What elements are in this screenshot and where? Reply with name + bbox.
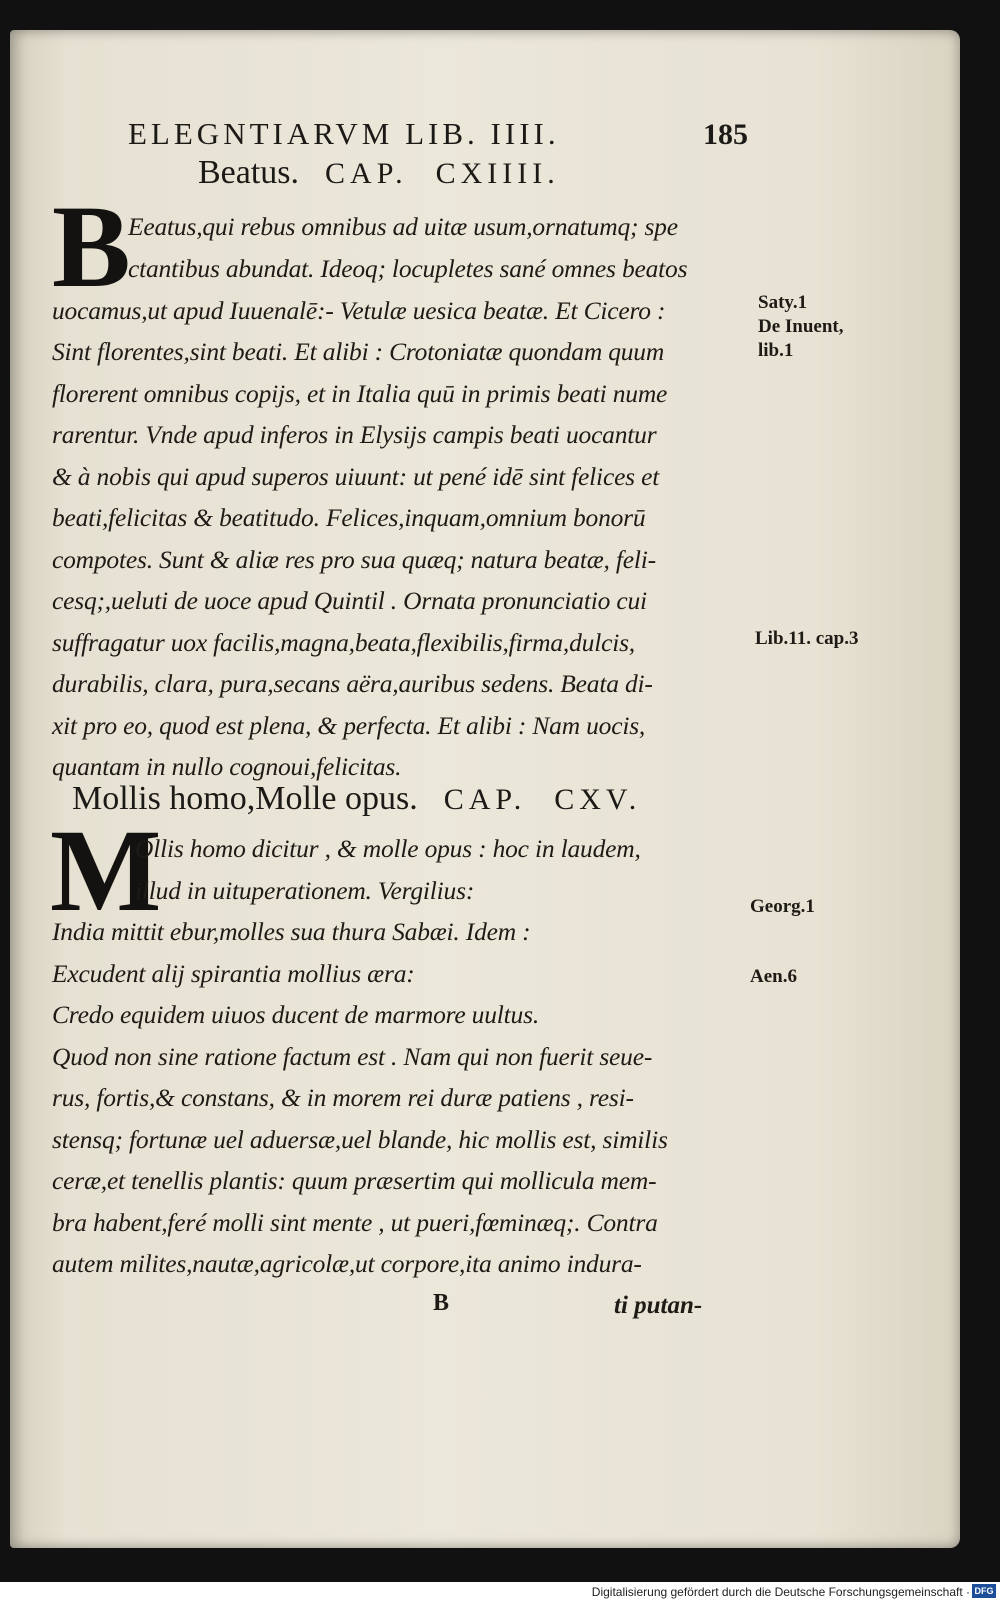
- margin-note: Lib.11. cap.3: [755, 628, 859, 649]
- text-line: ceræ,et tenellis plantis: quum præsertim qui mollicula mem-: [52, 1166, 657, 1195]
- text-line: florerent omnibus copijs, et in Italia quū in primis beati nume: [52, 379, 668, 408]
- text-line: Eeatus,qui rebus omnibus ad uitæ usum,ornatumq; spe: [128, 212, 678, 241]
- text-line: suffragatur uox facilis,magna,beata,flexibilis,firma,dulcis,: [52, 628, 635, 657]
- margin-note: De Inuent,: [758, 316, 844, 337]
- text-line: illud in uituperationem. Vergilius:: [135, 876, 475, 905]
- text-line: Ollis homo dicitur , & molle opus : hoc in laudem,: [135, 834, 641, 863]
- text-line: rus, fortis,& constans, & in morem rei duræ patiens , resi-: [52, 1083, 634, 1112]
- text-line: rarentur. Vnde apud inferos in Elysijs campis beati uocantur: [52, 420, 657, 449]
- chapter-word: Beatus.: [198, 154, 300, 191]
- text-line: bra habent,feré molli sint mente , ut pueri,fœminæq;. Contra: [52, 1208, 658, 1237]
- page-number: 185: [703, 118, 748, 151]
- chapter-number: CXV.: [554, 783, 642, 816]
- margin-note: Saty.1: [758, 292, 808, 313]
- text-line: stensq; fortunæ uel aduersæ,uel blande, hic mollis est, similis: [52, 1125, 668, 1154]
- margin-note: Aen.6: [750, 966, 797, 987]
- text-line: quantam in nullo cognoui,felicitas.: [52, 752, 402, 781]
- signature-mark: B: [433, 1290, 450, 1316]
- text-line: Quod non sine ratione factum est . Nam qui non fuerit seue-: [52, 1042, 653, 1071]
- chapter-heading-beatus: [198, 154, 560, 192]
- chapter-cap-label: CAP.: [325, 157, 408, 190]
- digitization-credit: Digitalisierung gefördert durch die Deutsche Forschungsgemeinschaft ·: [591, 1585, 970, 1599]
- dropcap-m: M: [50, 805, 162, 936]
- text-line: Credo equidem uiuos ducent de marmore uultus.: [52, 1000, 540, 1029]
- text-line: Excudent alij spirantia mollius æra:: [52, 959, 415, 988]
- dfg-logo: DFG: [972, 1584, 996, 1598]
- catchword: ti putan-: [614, 1292, 703, 1319]
- chapter-cap-label: CAP.: [443, 783, 527, 816]
- dropcap-b: B: [52, 181, 131, 312]
- text-line: autem milites,nautæ,agricolæ,ut corpore,ita animo indura-: [52, 1249, 642, 1278]
- margin-note: lib.1: [758, 340, 794, 361]
- text-line: ctantibus abundat. Ideoq; locupletes sané omnes beatos: [128, 254, 688, 283]
- text-line: cesq;,ueluti de uoce apud Quintil . Ornata pronunciatio cui: [52, 586, 647, 615]
- text-line: uocamus,ut apud Iuuenalē:- Vetulæ uesica beatæ. Et Cicero :: [52, 296, 666, 325]
- text-line: India mittit ebur,molles sua thura Sabæi. Idem :: [52, 917, 531, 946]
- text-line: xit pro eo, quod est plena, & perfecta. Et alibi : Nam uocis,: [52, 711, 646, 740]
- margin-note: Georg.1: [750, 896, 815, 917]
- text-line: Sint florentes,sint beati. Et alibi : Crotoniatæ quondam quum: [52, 337, 665, 366]
- running-head: ELEGNTIARVM LIB. IIII.: [128, 116, 560, 151]
- chapter-word: Mollis homo,Molle opus.: [72, 780, 418, 817]
- text-line: compotes. Sunt & aliæ res pro sua quæq; natura beatæ, feli-: [52, 545, 656, 574]
- text-line: & à nobis qui apud superos uiuunt: ut pené idē sint felices et: [52, 462, 660, 491]
- text-line: beati,felicitas & beatitudo. Felices,inquam,omnium bonorū: [52, 503, 646, 532]
- text-line: durabilis, clara, pura,secans aëra,auribus sedens. Beata di-: [52, 669, 653, 698]
- chapter-number: CXIIII.: [435, 157, 560, 190]
